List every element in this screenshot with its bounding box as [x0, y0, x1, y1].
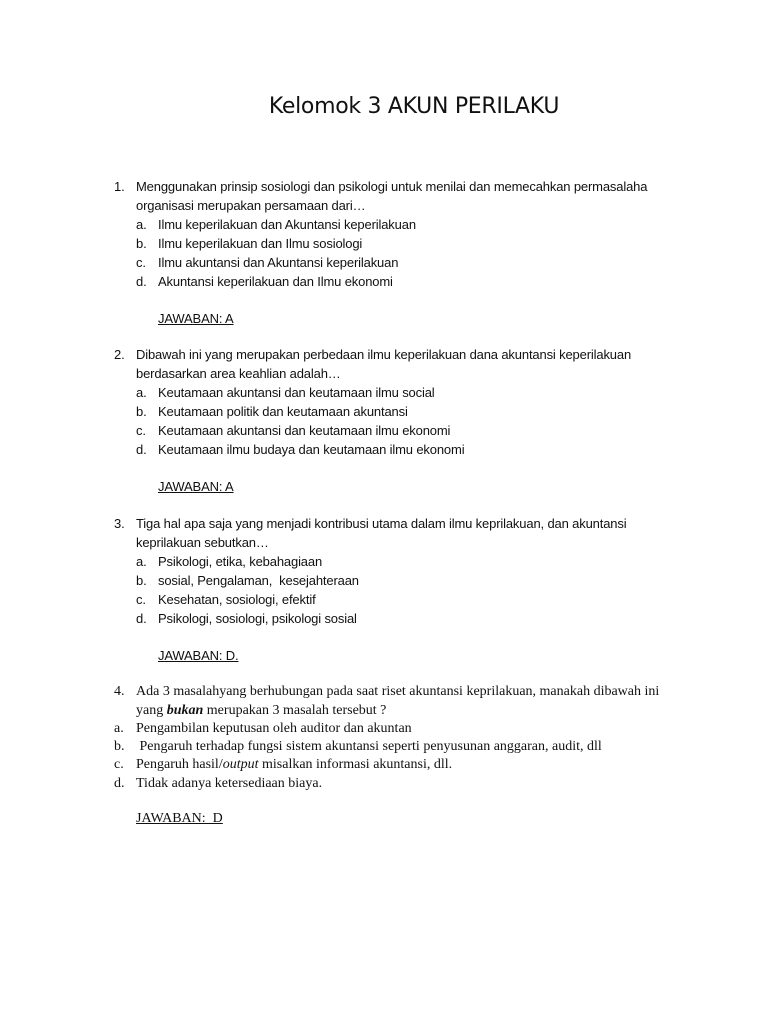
option-text: Ilmu keperilakuan dan Akuntansi keperilakuan [158, 217, 416, 232]
emphasis-word: output [222, 757, 259, 772]
option-text: Pengaruh terhadap fungsi sistem akuntansi seperti penyusunan anggaran, audit, dll [136, 739, 602, 754]
option-text: Keutamaan akuntansi dan keutamaan ilmu ekonomi [158, 423, 451, 438]
option-letter: d. [136, 611, 147, 626]
question-stem-line: Dibawah ini yang merupakan perbedaan ilmu keperilakuan dana akuntansi keperilakuan [136, 347, 632, 362]
option-letter: b. [114, 739, 125, 754]
option-text: Tidak adanya ketersediaan biaya. [136, 776, 323, 791]
option-letter: a. [136, 217, 147, 232]
option-text: sosial, Pengalaman, kesejahteraan [158, 573, 359, 588]
option-text: Keutamaan ilmu budaya dan keutamaan ilmu ekonomi [158, 442, 465, 457]
option-text: Psikologi, etika, kebahagiaan [158, 554, 323, 569]
option-letter: c. [136, 255, 146, 270]
question-number: 3. [114, 516, 125, 531]
option-text-part: misalkan informasi akuntansi, dll. [258, 757, 453, 772]
option-letter: d. [136, 442, 147, 457]
option-letter: b. [136, 573, 147, 588]
stem-text: merupakan 3 masalah tersebut ? [203, 703, 387, 718]
question-number: 2. [114, 347, 125, 362]
option-text: Akuntansi keperilakuan dan Ilmu ekonomi [158, 274, 393, 289]
question-stem-line: Menggunakan prinsip sosiologi dan psikologi untuk menilai dan memecahkan permasalaha [136, 179, 648, 194]
answer-key: JAWABAN: D [136, 811, 223, 826]
document-title: Kelomok 3 AKUN PERILAKU [268, 94, 560, 119]
question-stem-line: Tiga hal apa saja yang menjadi kontribusi utama dalam ilmu keprilakuan, dan akuntansi [136, 516, 627, 531]
question-stem-line: berdasarkan area keahlian adalah… [136, 366, 341, 381]
option-text-part: Pengaruh hasil/ [136, 757, 223, 772]
option-letter: d. [114, 776, 125, 791]
question-stem-line: Ada 3 masalahyang berhubungan pada saat riset akuntansi keprilakuan, manakah dibawah ini [136, 684, 660, 699]
option-text: Psikologi, sosiologi, psikologi sosial [158, 611, 357, 626]
answer-key: JAWABAN: A [158, 311, 234, 326]
option-letter: c. [136, 423, 146, 438]
option-letter: a. [136, 385, 147, 400]
option-letter: b. [136, 404, 147, 419]
option-letter: a. [136, 554, 147, 569]
question-stem-line [136, 702, 386, 721]
option-letter: b. [136, 236, 147, 251]
stem-text: yang [136, 703, 167, 718]
option-letter: c. [136, 592, 146, 607]
emphasis-word: bukan [166, 703, 204, 718]
option-letter: a. [114, 721, 124, 736]
question-stem-line: keprilakuan sebutkan… [136, 535, 269, 550]
answer-key: JAWABAN: D. [158, 648, 239, 663]
question-number: 4. [114, 684, 125, 699]
question-number: 1. [114, 179, 125, 194]
option-text: Pengambilan keputusan oleh auditor dan akuntan [136, 721, 412, 736]
option-letter: d. [136, 274, 147, 289]
question-stem-line: organisasi merupakan persamaan dari… [136, 198, 366, 213]
option-text: Ilmu keperilakuan dan Ilmu sosiologi [158, 236, 363, 251]
option-text: Kesehatan, sosiologi, efektif [158, 592, 316, 607]
option-text: Keutamaan akuntansi dan keutamaan ilmu social [158, 385, 435, 400]
option-text: Keutamaan politik dan keutamaan akuntansi [158, 404, 408, 419]
option-text: Ilmu akuntansi dan Akuntansi keperilakuan [158, 255, 399, 270]
option-letter: c. [114, 757, 124, 772]
answer-key: JAWABAN: A [158, 479, 234, 494]
option-text [136, 756, 452, 775]
